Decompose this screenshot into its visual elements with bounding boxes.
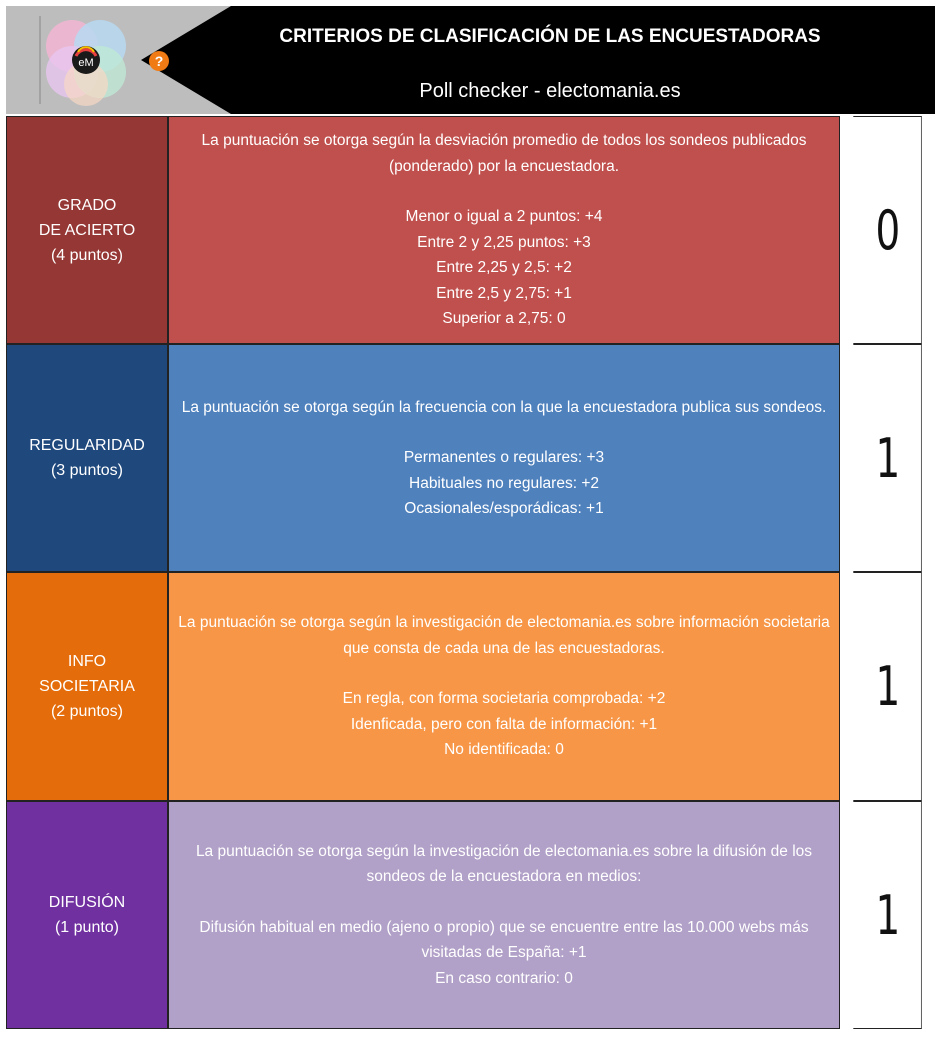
criterion-item: No identificada: 0 <box>444 741 564 759</box>
criterion-item: Habituales no regulares: +2 <box>409 474 599 492</box>
criterion-score: 1 <box>853 344 921 572</box>
criterion-item: Idenficada, pero con falta de información: +1 <box>350 715 658 733</box>
criterion-intro: La puntuación se otorga según la investigación de electomania.es sobre la difusión de los sondeos de la encuestadora en medios: <box>195 842 813 886</box>
criterion-score: 0 <box>853 116 921 344</box>
criterion-description <box>168 344 840 572</box>
criterion-item: Difusión habitual en medio (ajeno o propio) que se encuentre entre las 10.000 webs más visitadas de España: +1 <box>199 918 809 962</box>
criterion-item: En regla, con forma societaria comprobada: +2 <box>342 690 666 708</box>
page-title: CRITERIOS DE CLASIFICACIÓN DE LAS ENCUESTADORAS <box>279 26 821 47</box>
criterion-item: Menor o igual a 2 puntos: +4 <box>405 208 603 226</box>
criterion-description <box>168 572 840 801</box>
criterion-row-difusion <box>6 801 935 1029</box>
page-subtitle: Poll checker - electomania.es <box>419 80 681 102</box>
criterion-label: GRADO DE ACIERTO (4 puntos) <box>6 116 168 344</box>
criterion-label: INFO SOCIETARIA (2 puntos) <box>6 572 168 801</box>
criterion-description <box>168 801 840 1029</box>
criterion-intro: La puntuación se otorga según la investigación de electomania.es sobre información societaria que consta de cada una de las encuestadoras. <box>178 614 830 657</box>
criterion-score: 1 <box>853 801 921 1029</box>
criterion-item: Entre 2 y 2,25 puntos: +3 <box>417 233 591 251</box>
criterion-item: Entre 2,25 y 2,5: +2 <box>436 259 572 277</box>
criterion-item: Ocasionales/esporádicas: +1 <box>404 500 604 517</box>
help-icon[interactable]: ? <box>149 51 169 71</box>
criterion-label: REGULARIDAD (3 puntos) <box>6 344 168 572</box>
criterion-score: 1 <box>853 572 921 801</box>
svg-text:eM: eM <box>78 57 94 69</box>
criterion-intro: La puntuación se otorga según la desviación promedio de todos los sondeos publicados (ponderado) por la encuestadora. <box>201 132 807 175</box>
electomania-logo-icon <box>36 12 136 108</box>
header-banner <box>6 6 935 114</box>
criterion-intro: La puntuación se otorga según la frecuencia con la que la encuestadora publica sus sondeos. <box>181 398 827 416</box>
criterion-item: Entre 2,5 y 2,75: +1 <box>436 284 572 302</box>
criterion-row-grado-de-acierto <box>6 116 935 344</box>
criterion-item: Superior a 2,75: 0 <box>442 310 566 328</box>
criterion-item: Permanentes o regulares: +3 <box>403 449 605 466</box>
criterion-label: DIFUSIÓN (1 punto) <box>6 801 168 1029</box>
criterion-item: En caso contrario: 0 <box>435 969 573 987</box>
criterion-description <box>168 116 840 344</box>
criterion-row-info-societaria <box>6 572 935 801</box>
criterion-row-regularidad <box>6 344 935 572</box>
